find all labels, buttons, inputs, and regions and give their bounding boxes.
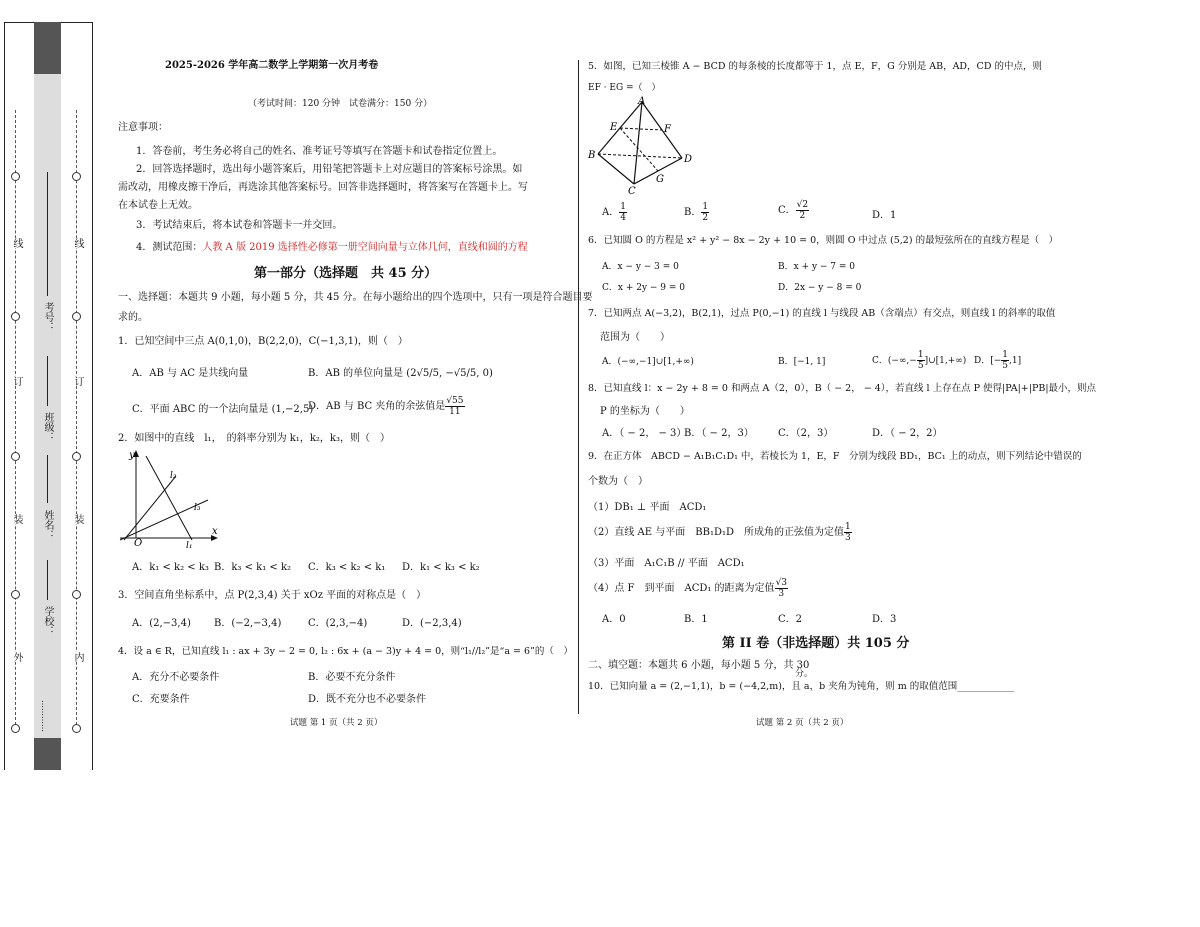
notice-1: 1．答卷前，考生务必将自己的姓名、准考证号等填写在答题卡和试卷指定位置上。	[136, 146, 503, 157]
exam-info: （考试时间：120 分钟 试卷满分：150 分）	[248, 99, 433, 109]
margin-inner-border	[92, 22, 93, 770]
q3-option-d: D．(−2,3,4)	[402, 618, 462, 629]
q7-d-prefix: D．[−	[974, 356, 1002, 366]
notice-2: 2．回答选择题时，选出每小题答案后，用铅笔把答题卡上对应题目的答案标号涂黑。如	[136, 164, 523, 175]
inner-mark: 订	[72, 376, 83, 386]
line-l1	[146, 456, 192, 540]
question-9-cont: 个数为（ ）	[588, 476, 648, 487]
label-origin: O	[134, 538, 143, 549]
label-l1: l₁	[186, 541, 193, 550]
q5-c-fraction	[796, 200, 809, 221]
q1-option-d-fraction	[445, 396, 464, 417]
q5-option-d: D．1	[872, 210, 897, 221]
question-1: 1．已知空间中三点 A(0,1,0)，B(2,2,0)，C(−1,3,1)，则（ ）	[118, 336, 408, 347]
segment-ef	[620, 128, 662, 130]
numerator: 1	[917, 350, 924, 360]
q8-option-c: C．（2，3）	[778, 428, 834, 439]
q9-statement-2-text: （2）直线 AE 与平面 BB₁D₁D 所成角的正弦值为定值	[588, 527, 844, 538]
q6-option-b: B．x + y − 7 = 0	[778, 262, 856, 272]
q7-option-c	[872, 350, 966, 371]
class-label: 班级：	[42, 412, 53, 442]
question-5: 5．如图，已知三棱锥 A − BCD 的每条棱的长度都等于 1，点 E，F，G 分别是 AB，AD，CD 的中点，则	[588, 61, 1042, 72]
question-4: 4．设 a ∈ R，已知直线 l₁ : ax + 3y − 2 = 0, l₂ : 6x + (a − 3)y + 4 = 0，则“l₁//l₂”是“a = 6”的（ ）	[118, 646, 573, 657]
q5-tetrahedron-figure	[586, 94, 696, 198]
inner-mark: 内	[72, 652, 83, 662]
q7-d-fraction	[1001, 350, 1009, 371]
binding-hole	[11, 452, 20, 461]
q2-option-d: D．k₁ < k₃ < k₂	[402, 562, 480, 573]
q1-option-d	[308, 396, 465, 417]
binding-hole	[72, 172, 81, 181]
q7-option-a: A．(−∞,−1]∪[1,+∞)	[602, 357, 694, 367]
q6-option-c: C．x + 2y − 9 = 0	[602, 283, 686, 293]
margin-dots: …………	[40, 700, 49, 732]
q3-option-b: B．(−2,−3,4)	[214, 618, 282, 629]
q9-statement-3: （3）平面 A₁C₁B // 平面 ACD₁	[588, 558, 745, 569]
q8-option-a: A．（ − 2， − 3）	[602, 428, 687, 439]
margin-dark-top	[34, 22, 61, 74]
q5-b-fraction	[701, 202, 709, 223]
margin-outer-border	[4, 22, 5, 770]
outer-mark: 装	[11, 514, 22, 524]
q9-option-b: B．1	[684, 614, 708, 625]
denominator: 5	[1002, 361, 1009, 371]
vertex-a: A	[638, 96, 646, 107]
outer-mark: 订	[11, 376, 22, 386]
inner-mark: 装	[72, 514, 83, 524]
exam-number-blank[interactable]	[47, 172, 48, 296]
denominator: 3	[845, 533, 851, 543]
class-blank[interactable]	[47, 356, 48, 406]
notice-4	[136, 238, 528, 253]
q5-c-label: C．	[778, 205, 796, 216]
q7-c-fraction	[917, 350, 925, 371]
notice-2-cont: 需改动，用橡皮擦干净后，再选涂其他答案标号。回答非选择题时，将答案写在答题卡上。写	[118, 182, 528, 193]
numerator: 1	[845, 522, 851, 532]
q9-statement-2	[588, 522, 852, 543]
q6-option-d: D．2x − y − 8 = 0	[778, 283, 862, 293]
q4-option-d: D．既不充分也不必要条件	[308, 694, 427, 705]
q1-option-b-text: B．AB 的单位向量是	[308, 368, 404, 379]
numerator: 1	[620, 202, 626, 212]
edge-ac	[634, 102, 642, 184]
point-g: G	[656, 174, 664, 185]
denominator: 5	[917, 361, 924, 371]
point-e: E	[610, 122, 618, 133]
question-5-cont: EF · EG =（ ）	[588, 83, 661, 93]
question-6: 6．已知圆 O 的方程是 x² + y² − 8x − 2y + 10 = 0，则圆 O 中过点 (5,2) 的最短弦所在的直线方程是（ ）	[588, 235, 1059, 246]
q5-a-fraction	[619, 202, 627, 223]
name-blank[interactable]	[47, 455, 48, 503]
page-1-footer: 试题 第 1 页（共 2 页）	[290, 718, 383, 728]
denominator: 3	[778, 589, 785, 599]
point-f: F	[664, 124, 671, 135]
notice-3: 3．考试结束后，将本试卷和答题卡一并交回。	[136, 220, 343, 231]
denominator: 2	[799, 211, 806, 221]
binding-hole	[72, 312, 81, 321]
q2-option-b: B．k₃ < k₁ < k₂	[214, 562, 292, 573]
q7-option-b: B．[−1, 1]	[778, 357, 826, 367]
q3-option-c: C．(2,3,−4)	[308, 618, 368, 629]
label-y: y	[129, 450, 135, 461]
q4-option-b: B．必要不充分条件	[308, 672, 396, 683]
test-scope: 人教 A 版 2019 选择性必修第一册空间向量与立体几何，直线和圆的方程	[202, 242, 528, 253]
label-l3: l₃	[194, 503, 201, 513]
notice-4-prefix: 4．测试范围：	[136, 242, 203, 253]
q5-b-label: B．	[684, 207, 702, 218]
page-2-footer: 试题 第 2 页（共 2 页）	[756, 718, 849, 728]
q1-option-d-text: D．AB 与 BC 夹角的余弦值是	[308, 401, 446, 412]
question-7-cont: 范围为（ ）	[600, 332, 670, 343]
q5-option-b	[684, 202, 709, 223]
column-divider	[578, 60, 579, 714]
numerator: √2	[796, 200, 809, 210]
denominator: 2	[702, 213, 709, 223]
q7-option-d	[974, 350, 1021, 371]
denominator: 4	[620, 213, 626, 223]
q8-option-d: D．（ − 2，2）	[872, 428, 943, 439]
q1-option-b	[308, 364, 493, 379]
section-2-intro-tail: 分。	[795, 669, 814, 679]
section-1-intro-end: 求的。	[118, 312, 148, 323]
question-8: 8．已知直线 l：x − 2y + 8 = 0 和两点 A（2，0），B（ − 2， − 4），若直线 l 上存在点 P 使得|PA|+|PB|最小，则点	[588, 383, 1097, 394]
numerator: 1	[702, 202, 709, 212]
school-blank[interactable]	[47, 560, 48, 600]
q9-statement-1: （1）DB₁ ⊥ 平面 ACD₁	[588, 502, 707, 513]
q5-option-c	[778, 200, 809, 221]
q6-option-a: A．x − y − 3 = 0	[602, 262, 679, 272]
numerator: 1	[1002, 350, 1009, 360]
q7-c-prefix: C．(−∞,−	[872, 356, 917, 366]
denominator: 11	[449, 407, 461, 417]
name-label: 姓名：	[42, 510, 53, 540]
q9-statement-4	[588, 578, 788, 599]
q3-option-a: A．(2,−3,4)	[132, 618, 191, 629]
vertex-b: B	[588, 150, 596, 161]
q7-d-suffix: ,1]	[1009, 356, 1022, 366]
line-l2	[124, 476, 176, 540]
q5-option-a	[602, 202, 627, 223]
question-7: 7．已知两点 A(−3,2)，B(2,1)，过点 P(0,−1) 的直线 l 与线段 AB（含端点）有交点，则直线 l 的斜率的取值	[588, 308, 1056, 319]
binding-hole	[72, 724, 81, 733]
question-9: 9．在正方体 ABCD − A₁B₁C₁D₁ 中，若棱长为 1，E，F 分别为线段 BD₁，BC₁ 上的动点，则下列结论中错误的	[588, 451, 1082, 462]
q8-option-b: B．（ − 2，3）	[684, 428, 754, 439]
q9-statement-2-fraction	[844, 522, 852, 543]
question-2: 2．如图中的直线 l₁， 的斜率分别为 k₁，k₂，k₃，则（ ）	[118, 433, 390, 444]
q4-option-c: C．充要条件	[132, 694, 190, 705]
q9-option-d: D．3	[872, 614, 897, 625]
question-8-cont: P 的坐标为（ ）	[600, 406, 690, 417]
q2-option-a: A．k₁ < k₂ < k₃	[132, 562, 209, 573]
notice-title: 注意事项：	[118, 122, 168, 133]
q1-option-a: A．AB 与 AC 是共线向量	[132, 368, 249, 379]
binding-hole	[11, 724, 20, 733]
label-x: x	[212, 526, 218, 537]
inner-mark: 线	[72, 238, 83, 248]
numerator: √55	[446, 396, 464, 406]
q4-option-a: A．充分不必要条件	[132, 672, 220, 683]
vertex-c: C	[628, 186, 636, 197]
q9-statement-4-fraction	[775, 578, 788, 599]
margin-dark-bottom	[34, 738, 61, 770]
exam-title: 2025-2026 学年高二数学上学期第一次月考卷	[165, 60, 379, 71]
q1-option-c: C．平面 ABC 的一个法向量是 (1,−2,5)	[132, 404, 314, 415]
q2-option-c: C．k₃ < k₂ < k₁	[308, 562, 386, 573]
part-2-heading: 第 II 卷（非选择题）共 105 分	[722, 636, 910, 651]
binding-hole	[72, 452, 81, 461]
exam-number-label: 考号：	[42, 302, 53, 332]
notice-2-end: 在本试卷上无效。	[118, 200, 198, 211]
part-1-heading: 第一部分（选择题 共 45 分）	[254, 266, 438, 281]
q9-option-a: A．0	[602, 614, 626, 625]
q7-c-suffix: ]∪[1,+∞)	[924, 356, 967, 366]
label-l2: l₂	[170, 471, 177, 481]
binding-hole	[72, 590, 81, 599]
outer-mark: 外	[11, 652, 22, 662]
outer-binding-line	[15, 110, 16, 730]
edge-bc	[598, 154, 634, 184]
question-10[interactable]: 10．已知向量 a = (2,−1,1)，b = (−4,2,m)，且 a，b 夹角为钝角，则 m 的取值范围____________	[588, 681, 1015, 692]
inner-binding-line	[76, 110, 77, 730]
outer-mark: 线	[11, 238, 22, 248]
section-1-intro: 一、选择题：本题共 9 小题，每小题 5 分，共 45 分。在每小题给出的四个选项中，只有一项是符合题目要	[118, 292, 593, 303]
q9-option-c: C．2	[778, 614, 803, 625]
q1-option-b-vector: (2√5/5, −√5/5, 0)	[406, 368, 493, 379]
binding-hole	[11, 590, 20, 599]
q5-a-label: A．	[602, 207, 620, 218]
question-3: 3．空间直角坐标系中，点 P(2,3,4) 关于 xOz 平面的对称点是（ ）	[118, 590, 427, 601]
edge-bd	[598, 154, 682, 158]
numerator: √3	[775, 578, 788, 588]
section-2-intro: 二、填空题：本题共 6 小题，每小题 5 分，共 30	[588, 660, 810, 671]
q2-lines-figure	[116, 448, 224, 550]
school-label: 学校：	[42, 606, 53, 636]
binding-hole	[11, 172, 20, 181]
binding-hole	[11, 312, 20, 321]
q9-statement-4-text: （4）点 F 到平面 ACD₁ 的距离为定值	[588, 583, 775, 594]
vertex-d: D	[684, 154, 693, 165]
